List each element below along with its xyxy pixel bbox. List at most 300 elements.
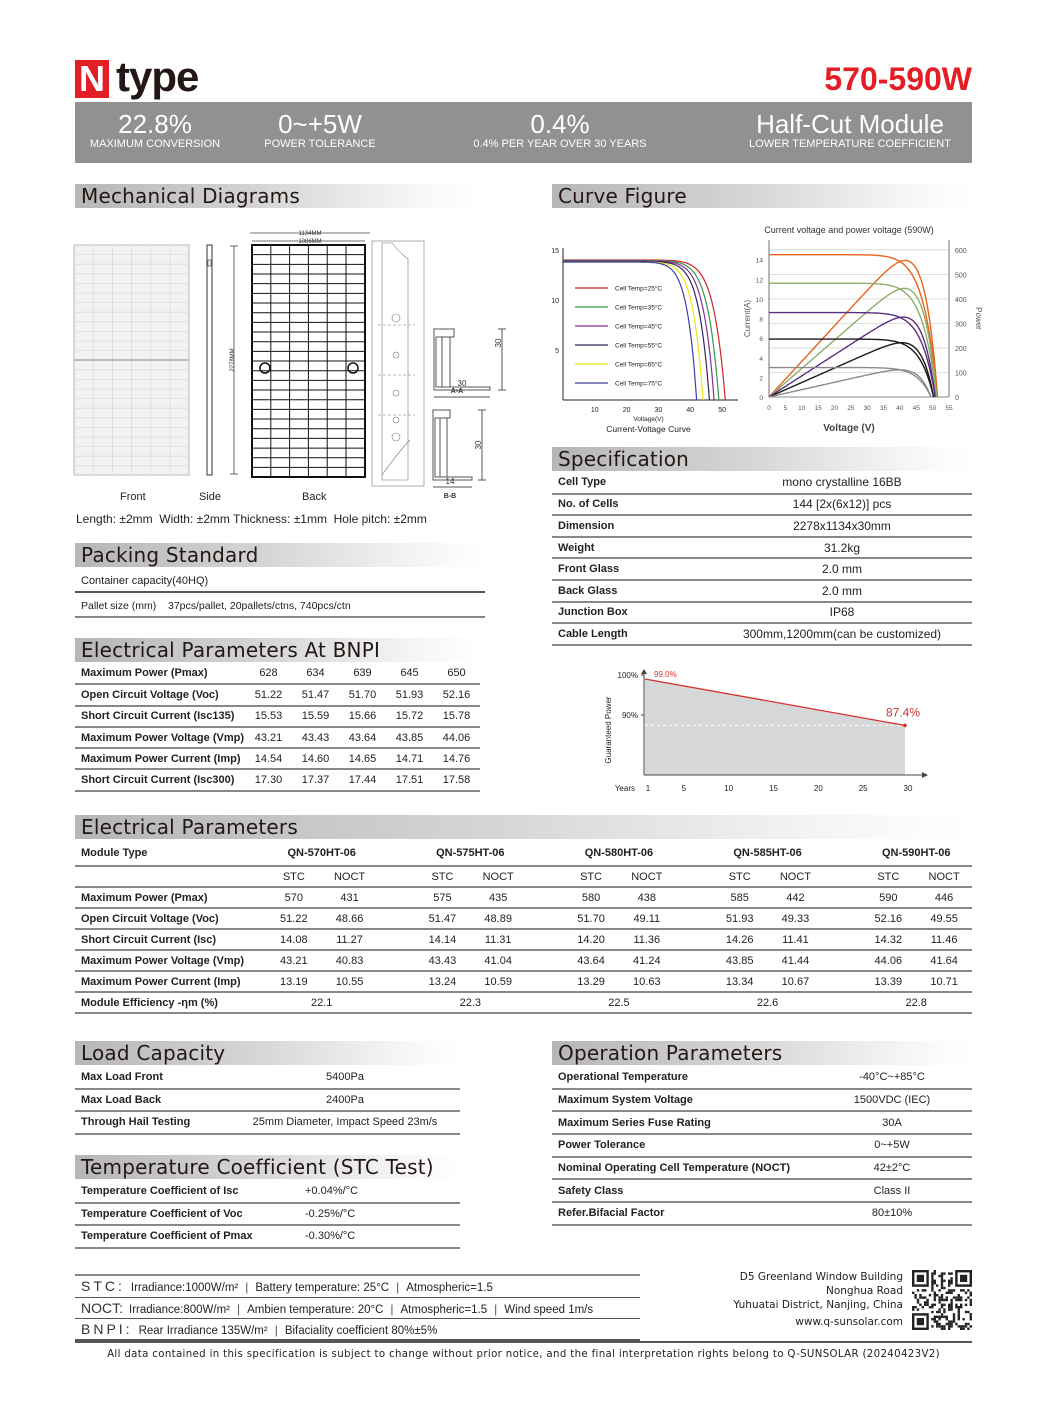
- iv-x-tick: 20: [622, 407, 631, 414]
- noct-value: 40.83: [322, 950, 378, 971]
- spec-row: [552, 515, 972, 537]
- spacer: [377, 866, 414, 887]
- tempcoef-label: Temperature Coefficient of Isc: [75, 1180, 305, 1203]
- warranty-start-annotation: 99.0%: [654, 670, 677, 679]
- operation-label: Refer.Bifacial Factor: [552, 1202, 812, 1225]
- bnpi-value: 14.76: [433, 748, 480, 769]
- noct-value: 10.59: [470, 971, 526, 992]
- operation-row: [552, 1179, 972, 1202]
- stc-value: 44.06: [860, 950, 916, 971]
- spacer: [377, 950, 414, 971]
- noct-value: 10.71: [916, 971, 972, 992]
- spec-value: IP68: [712, 602, 972, 624]
- bnpi-value: 17.44: [339, 769, 386, 790]
- condition-header-row: [75, 866, 972, 887]
- pv-y-label: Current(A): [743, 299, 752, 338]
- condition-part: Bifaciality coefficient 80%±5%: [284, 1325, 438, 1337]
- bnpi-row: [75, 769, 480, 790]
- stc-header: STC: [712, 866, 768, 887]
- qr-code-icon: [912, 1270, 972, 1330]
- electrical-row: [75, 971, 972, 992]
- bnpi-row: [75, 663, 480, 684]
- noct-value: 442: [768, 887, 824, 908]
- iv-legend-label: Cell Temp=25°C: [615, 285, 663, 293]
- pv-y-tick: 4: [759, 355, 763, 363]
- electrical-label: Open Circuit Voltage (Voc): [75, 908, 266, 929]
- highlight-value: Half-Cut Module: [756, 109, 944, 139]
- noct-value: 41.44: [768, 950, 824, 971]
- spec-value: 2278x1134x30mm: [712, 515, 972, 537]
- spacer: [526, 971, 563, 992]
- pv-x-tick: 0: [767, 405, 771, 412]
- bnpi-value: 43.64: [339, 727, 386, 748]
- spacer: [377, 992, 414, 1013]
- bnpi-value: 43.85: [386, 727, 433, 748]
- model-name: QN-590HT-06: [860, 841, 972, 866]
- stc-value: 585: [712, 887, 768, 908]
- electrical-row: [75, 887, 972, 908]
- bnpi-label: Short Circuit Current (Isc135): [75, 706, 245, 727]
- highlight-value: 0.4%: [530, 109, 590, 139]
- condition-part: Irradiance:1000W/m²: [130, 1282, 239, 1294]
- warranty-x-tick: 25: [858, 784, 868, 793]
- bnpi-value: 51.70: [339, 684, 386, 705]
- pv-y2-tick: 300: [955, 321, 967, 329]
- operation-label: Maximum Series Fuse Rating: [552, 1111, 812, 1134]
- electrical-row: [75, 929, 972, 950]
- dim-aa-height: 30: [494, 338, 503, 348]
- spacer: [675, 950, 712, 971]
- electrical-label: Maximum Power (Pmax): [75, 887, 266, 908]
- iv-y-tick: 15: [551, 248, 559, 255]
- bnpi-row: [75, 706, 480, 727]
- spacer: [675, 866, 712, 887]
- pv-power-line: [769, 370, 931, 397]
- iv-legend-label: Cell Temp=65°C: [615, 361, 663, 369]
- view-label-front: Front: [120, 491, 146, 503]
- stc-value: 51.70: [563, 908, 619, 929]
- stc-value: 43.85: [712, 950, 768, 971]
- website-link[interactable]: www.q-sunsolar.com: [795, 1316, 903, 1328]
- electrical-label: Maximum Power Voltage (Vmp): [75, 950, 266, 971]
- specification-table: [552, 472, 972, 646]
- tolerances-text: Length: ±2mm Width: ±2mm Thickness: ±1mm Hole pitch: ±2mm: [76, 512, 427, 526]
- noct-header: NOCT: [916, 866, 972, 887]
- iv-series-line: [563, 261, 714, 400]
- pv-y-tick: 6: [759, 336, 763, 344]
- noct-header: NOCT: [322, 866, 378, 887]
- spacer: [526, 929, 563, 950]
- operation-value: Class II: [812, 1179, 972, 1202]
- noct-value: 11.31: [470, 929, 526, 950]
- spec-label: Junction Box: [552, 602, 712, 624]
- operation-row: [552, 1066, 972, 1089]
- x-arrow-icon: [922, 772, 928, 778]
- operation-row: [552, 1157, 972, 1180]
- pv-current-line: [769, 368, 931, 397]
- pv-y2-tick: 600: [955, 247, 967, 255]
- condition-key: BNPI:: [81, 1321, 133, 1337]
- operation-label: Power Tolerance: [552, 1134, 812, 1157]
- spacer: [823, 866, 860, 887]
- stc-header: STC: [266, 866, 322, 887]
- warranty-x-tick: 15: [769, 784, 778, 793]
- tempcoef-label: Temperature Coefficient of Voc: [75, 1203, 305, 1226]
- spacer: [823, 908, 860, 929]
- spacer: [675, 971, 712, 992]
- stc-value: 13.24: [415, 971, 471, 992]
- pv-x-label: Voltage (V): [823, 423, 875, 434]
- contact-address: [700, 1270, 903, 1329]
- module-type-label: Module Type: [75, 841, 266, 866]
- pv-y-tick: 14: [755, 257, 763, 265]
- warranty-end-point: [903, 724, 907, 728]
- iv-legend-label: Cell Temp=75°C: [615, 380, 663, 388]
- spacer: [823, 971, 860, 992]
- spec-value: 31.2kg: [712, 537, 972, 559]
- iv-series-line: [563, 262, 697, 400]
- noct-header: NOCT: [470, 866, 526, 887]
- condition-row: [75, 1319, 640, 1341]
- operation-value: 1500VDC (IEC): [812, 1089, 972, 1112]
- highlights-band: [75, 102, 972, 163]
- operation-label: Nominal Operating Cell Temperature (NOCT): [552, 1157, 812, 1180]
- highlight-value: 22.8%: [118, 109, 192, 139]
- warranty-chart: [595, 663, 935, 798]
- noct-value: 41.04: [470, 950, 526, 971]
- bnpi-value: 14.54: [245, 748, 292, 769]
- bnpi-value: 51.47: [292, 684, 339, 705]
- highlight-caption: POWER TOLERANCE: [264, 138, 376, 150]
- module-type-row: [75, 841, 972, 866]
- warranty-y-label: Guaranteed Power: [604, 696, 613, 764]
- iv-y-tick: 10: [551, 298, 559, 305]
- noct-value: 48.66: [322, 908, 378, 929]
- conditions-block: [75, 1274, 640, 1341]
- highlight-efficiency: [85, 110, 225, 151]
- load-row: [75, 1089, 460, 1112]
- spacer: [377, 887, 414, 908]
- pv-x-tick: 20: [830, 405, 839, 412]
- stc-value: 13.34: [712, 971, 768, 992]
- bnpi-label: Maximum Power (Pmax): [75, 663, 245, 684]
- iv-y-tick: 5: [555, 348, 559, 355]
- operation-value: 0~+5W: [812, 1134, 972, 1157]
- noct-value: 10.55: [322, 971, 378, 992]
- empty-cell: [75, 866, 266, 887]
- bnpi-value: 15.78: [433, 706, 480, 727]
- spacer: [675, 887, 712, 908]
- operation-value: 80±10%: [812, 1202, 972, 1225]
- bnpi-value: 14.65: [339, 748, 386, 769]
- spec-label: Front Glass: [552, 558, 712, 580]
- noct-value: 41.64: [916, 950, 972, 971]
- load-value: 5400Pa: [230, 1066, 460, 1089]
- warranty-x-tick: 30: [903, 784, 913, 793]
- condition-part: Battery temperature: 25°C: [255, 1282, 390, 1294]
- bnpi-value: 43.21: [245, 727, 292, 748]
- spacer: [675, 929, 712, 950]
- model-name: QN-585HT-06: [712, 841, 823, 866]
- load-label: Max Load Back: [75, 1089, 230, 1112]
- stc-value: 43.21: [266, 950, 322, 971]
- stc-value: 43.43: [415, 950, 471, 971]
- stc-value: 14.08: [266, 929, 322, 950]
- condition-key: STC:: [81, 1278, 125, 1294]
- efficiency-row: [75, 992, 972, 1013]
- warranty-area: [645, 679, 905, 775]
- pv-y2-label: Power: [974, 307, 983, 330]
- iv-x-tick: 40: [686, 407, 695, 414]
- pv-y-tick: 8: [759, 316, 763, 324]
- spec-value: 2.0 mm: [712, 558, 972, 580]
- iv-x-tick: 30: [654, 407, 663, 414]
- spec-label: Dimension: [552, 515, 712, 537]
- address-line: D5 Greenland Window Building: [739, 1271, 903, 1283]
- separator: |: [390, 1301, 394, 1316]
- bnpi-value: 17.37: [292, 769, 339, 790]
- packing-pallet-value: 37pcs/pallet, 20pallets/ctns, 740pcs/ctn: [168, 600, 351, 612]
- dim-length-label: 2278MM: [230, 348, 236, 372]
- pv-chart-title: Current voltage and power voltage (590W): [764, 225, 934, 235]
- stc-value: 580: [563, 887, 619, 908]
- section-title-bnpi: Electrical Parameters At BNPI: [75, 638, 480, 662]
- bnpi-label: Maximum Power Voltage (Vmp): [75, 727, 245, 748]
- section-title-curve: Curve Figure: [552, 184, 972, 208]
- condition-part: Atmospheric=1.5: [406, 1282, 493, 1294]
- bnpi-value: 52.16: [433, 684, 480, 705]
- pv-x-tick: 5: [783, 405, 788, 412]
- dim-width-inner-label: 1086MM: [298, 239, 322, 245]
- pv-power-line: [769, 261, 938, 398]
- spec-label: Cell Type: [552, 472, 712, 494]
- efficiency-value: 22.1: [266, 992, 377, 1013]
- highlight-degradation: [460, 110, 660, 151]
- bnpi-label: Open Circuit Voltage (Voc): [75, 684, 245, 705]
- condition-row: [75, 1276, 640, 1298]
- condition-part: Atmospheric=1.5: [400, 1303, 488, 1316]
- pv-x-tick: 40: [896, 405, 904, 412]
- bnpi-value: 43.43: [292, 727, 339, 748]
- spacer: [526, 908, 563, 929]
- pv-y-tick: 2: [759, 375, 763, 383]
- iv-series-line: [563, 262, 703, 400]
- operation-label: Operational Temperature: [552, 1066, 812, 1089]
- bnpi-value: 44.06: [433, 727, 480, 748]
- iv-curve-chart: [548, 240, 744, 440]
- noct-value: 11.27: [322, 929, 378, 950]
- condition-part: Rear Irradiance 135W/m²: [138, 1325, 268, 1337]
- warranty-x-label: Years: [614, 784, 635, 793]
- efficiency-label: Module Efficiency -ηm (%): [75, 992, 266, 1013]
- spacer: [823, 887, 860, 908]
- warranty-x-tick: 5: [681, 784, 687, 793]
- spacer: [377, 971, 414, 992]
- bnpi-value: 17.30: [245, 769, 292, 790]
- packing-pallet-label: Pallet size (mm): [81, 600, 157, 612]
- back-view: [250, 231, 370, 477]
- power-range-title: 570-590W: [824, 61, 972, 97]
- section-aa-label: A-A: [450, 388, 464, 395]
- section-title-load: Load Capacity: [75, 1041, 460, 1065]
- efficiency-value: 22.8: [860, 992, 972, 1013]
- efficiency-value: 22.5: [563, 992, 674, 1013]
- side-view: [207, 245, 212, 475]
- bnpi-value: 14.71: [386, 748, 433, 769]
- warranty-end-annotation: 87.4%: [885, 705, 920, 720]
- section-title-electrical: Electrical Parameters: [75, 815, 972, 839]
- packing-container-row: [75, 569, 485, 593]
- warranty-x-tick: 20: [813, 784, 823, 793]
- bnpi-value: 628: [245, 663, 292, 684]
- noct-value: 48.89: [470, 908, 526, 929]
- spacer: [675, 992, 712, 1013]
- electrical-label: Maximum Power Current (Imp): [75, 971, 266, 992]
- pv-x-tick: 25: [847, 405, 855, 412]
- noct-value: 435: [470, 887, 526, 908]
- pv-current-line: [769, 283, 937, 397]
- condition-part: Wind speed 1m/s: [504, 1303, 594, 1316]
- tempcoef-row: [75, 1225, 460, 1248]
- tempcoef-value: -0.25%/°C: [305, 1203, 460, 1226]
- y-arrow-icon: [641, 669, 647, 674]
- spec-row: [552, 623, 972, 645]
- spec-value: 144 [2x(6x12)] pcs: [712, 494, 972, 516]
- spacer: [526, 887, 563, 908]
- bnpi-value: 51.93: [386, 684, 433, 705]
- load-value: 25mm Diameter, Impact Speed 23m/s: [230, 1111, 460, 1134]
- bnpi-value: 17.58: [433, 769, 480, 790]
- spacer: [823, 841, 860, 866]
- highlight-tolerance: [255, 110, 385, 151]
- load-row: [75, 1111, 460, 1134]
- stc-header: STC: [860, 866, 916, 887]
- spec-row: [552, 580, 972, 602]
- bnpi-row: [75, 684, 480, 705]
- dim-width-outer-label: 1134MM: [298, 231, 322, 237]
- packing-pallet-row: [75, 594, 485, 618]
- disclaimer-text: All data contained in this specification is subject to change without prior notice, and the final interpretation rights belong to Q-SUNSOLAR (20240423V2): [107, 1349, 940, 1360]
- pv-x-tick: 10: [798, 405, 806, 412]
- noct-value: 446: [916, 887, 972, 908]
- spec-row: [552, 472, 972, 494]
- stc-value: 14.20: [563, 929, 619, 950]
- power-voltage-chart: [742, 220, 983, 442]
- mechanical-drawing: [70, 225, 540, 510]
- spec-value: 300mm,1200mm(can be customized): [712, 623, 972, 645]
- operation-label: Maximum System Voltage: [552, 1089, 812, 1112]
- spacer: [675, 908, 712, 929]
- address-line: Yuhuatai District, Nanjing, China: [733, 1299, 903, 1311]
- pv-y-tick: 10: [755, 296, 763, 304]
- pv-x-tick: 15: [814, 405, 822, 412]
- bnpi-row: [75, 748, 480, 769]
- noct-value: 11.41: [768, 929, 824, 950]
- tempcoef-table: [75, 1180, 460, 1249]
- efficiency-value: 22.3: [415, 992, 526, 1013]
- pv-y2-tick: 400: [955, 296, 967, 304]
- bnpi-label: Short Circuit Current (Isc300): [75, 769, 245, 790]
- noct-value: 431: [322, 887, 378, 908]
- highlight-value: 0~+5W: [278, 109, 362, 139]
- packing-container-label: Container capacity(40HQ): [81, 575, 209, 587]
- load-label: Max Load Front: [75, 1066, 230, 1089]
- noct-value: 10.63: [619, 971, 675, 992]
- model-name: QN-580HT-06: [563, 841, 674, 866]
- bnpi-label: Maximum Power Current (Imp): [75, 748, 245, 769]
- warranty-y-tick: 100%: [617, 671, 638, 680]
- tempcoef-row: [75, 1180, 460, 1203]
- noct-value: 11.36: [619, 929, 675, 950]
- stc-header: STC: [563, 866, 619, 887]
- operation-row: [552, 1202, 972, 1225]
- pv-x-tick: 30: [863, 405, 871, 412]
- section-title-operation: Operation Parameters: [552, 1041, 972, 1065]
- warranty-x-tick: 1: [645, 784, 651, 793]
- bnpi-value: 639: [339, 663, 386, 684]
- pv-y2-tick: 500: [955, 272, 967, 280]
- front-view: [74, 245, 189, 475]
- stc-value: 13.19: [266, 971, 322, 992]
- stc-value: 590: [860, 887, 916, 908]
- bnpi-table: [75, 663, 480, 792]
- stc-value: 13.29: [563, 971, 619, 992]
- iv-series-line: [563, 262, 709, 401]
- stc-value: 52.16: [860, 908, 916, 929]
- dim-bb-width: 14: [445, 477, 455, 486]
- bnpi-value: 645: [386, 663, 433, 684]
- pv-y-tick: 0: [759, 395, 763, 402]
- operation-row: [552, 1111, 972, 1134]
- noct-header: NOCT: [768, 866, 824, 887]
- operation-label: Safety Class: [552, 1179, 812, 1202]
- bnpi-value: 15.72: [386, 706, 433, 727]
- stc-value: 575: [415, 887, 471, 908]
- tempcoef-value: +0.04%/°C: [305, 1180, 460, 1203]
- bnpi-value: 51.22: [245, 684, 292, 705]
- stc-value: 14.26: [712, 929, 768, 950]
- pv-x-tick: 45: [912, 405, 920, 412]
- noct-value: 49.55: [916, 908, 972, 929]
- separator: |: [396, 1280, 400, 1294]
- spacer: [526, 866, 563, 887]
- pv-y2-tick: 200: [955, 345, 967, 353]
- stc-value: 51.47: [415, 908, 471, 929]
- warranty-x-tick: 10: [724, 784, 734, 793]
- load-table: [75, 1066, 460, 1135]
- spacer: [526, 992, 563, 1013]
- spec-row: [552, 602, 972, 624]
- highlight-caption: LOWER TEMPERATURE COEFFICIENT: [749, 138, 951, 150]
- noct-value: 49.33: [768, 908, 824, 929]
- electrical-label: Short Circuit Current (Isc): [75, 929, 266, 950]
- iv-legend-label: Cell Temp=35°C: [615, 304, 663, 312]
- noct-header: NOCT: [619, 866, 675, 887]
- stc-value: 13.39: [860, 971, 916, 992]
- spec-value: 2.0 mm: [712, 580, 972, 602]
- iv-legend-label: Cell Temp=55°C: [615, 342, 663, 350]
- logo-word: type: [116, 53, 199, 100]
- iv-x-tick: 50: [718, 407, 726, 414]
- logo-n-badge: N: [75, 60, 109, 98]
- bnpi-row: [75, 727, 480, 748]
- model-name: QN-570HT-06: [266, 841, 377, 866]
- load-value: 2400Pa: [230, 1089, 460, 1112]
- spec-label: Cable Length: [552, 623, 712, 645]
- bnpi-value: 14.60: [292, 748, 339, 769]
- operation-value: -40°C~+85°C: [812, 1066, 972, 1089]
- operation-value: 42±2°C: [812, 1157, 972, 1180]
